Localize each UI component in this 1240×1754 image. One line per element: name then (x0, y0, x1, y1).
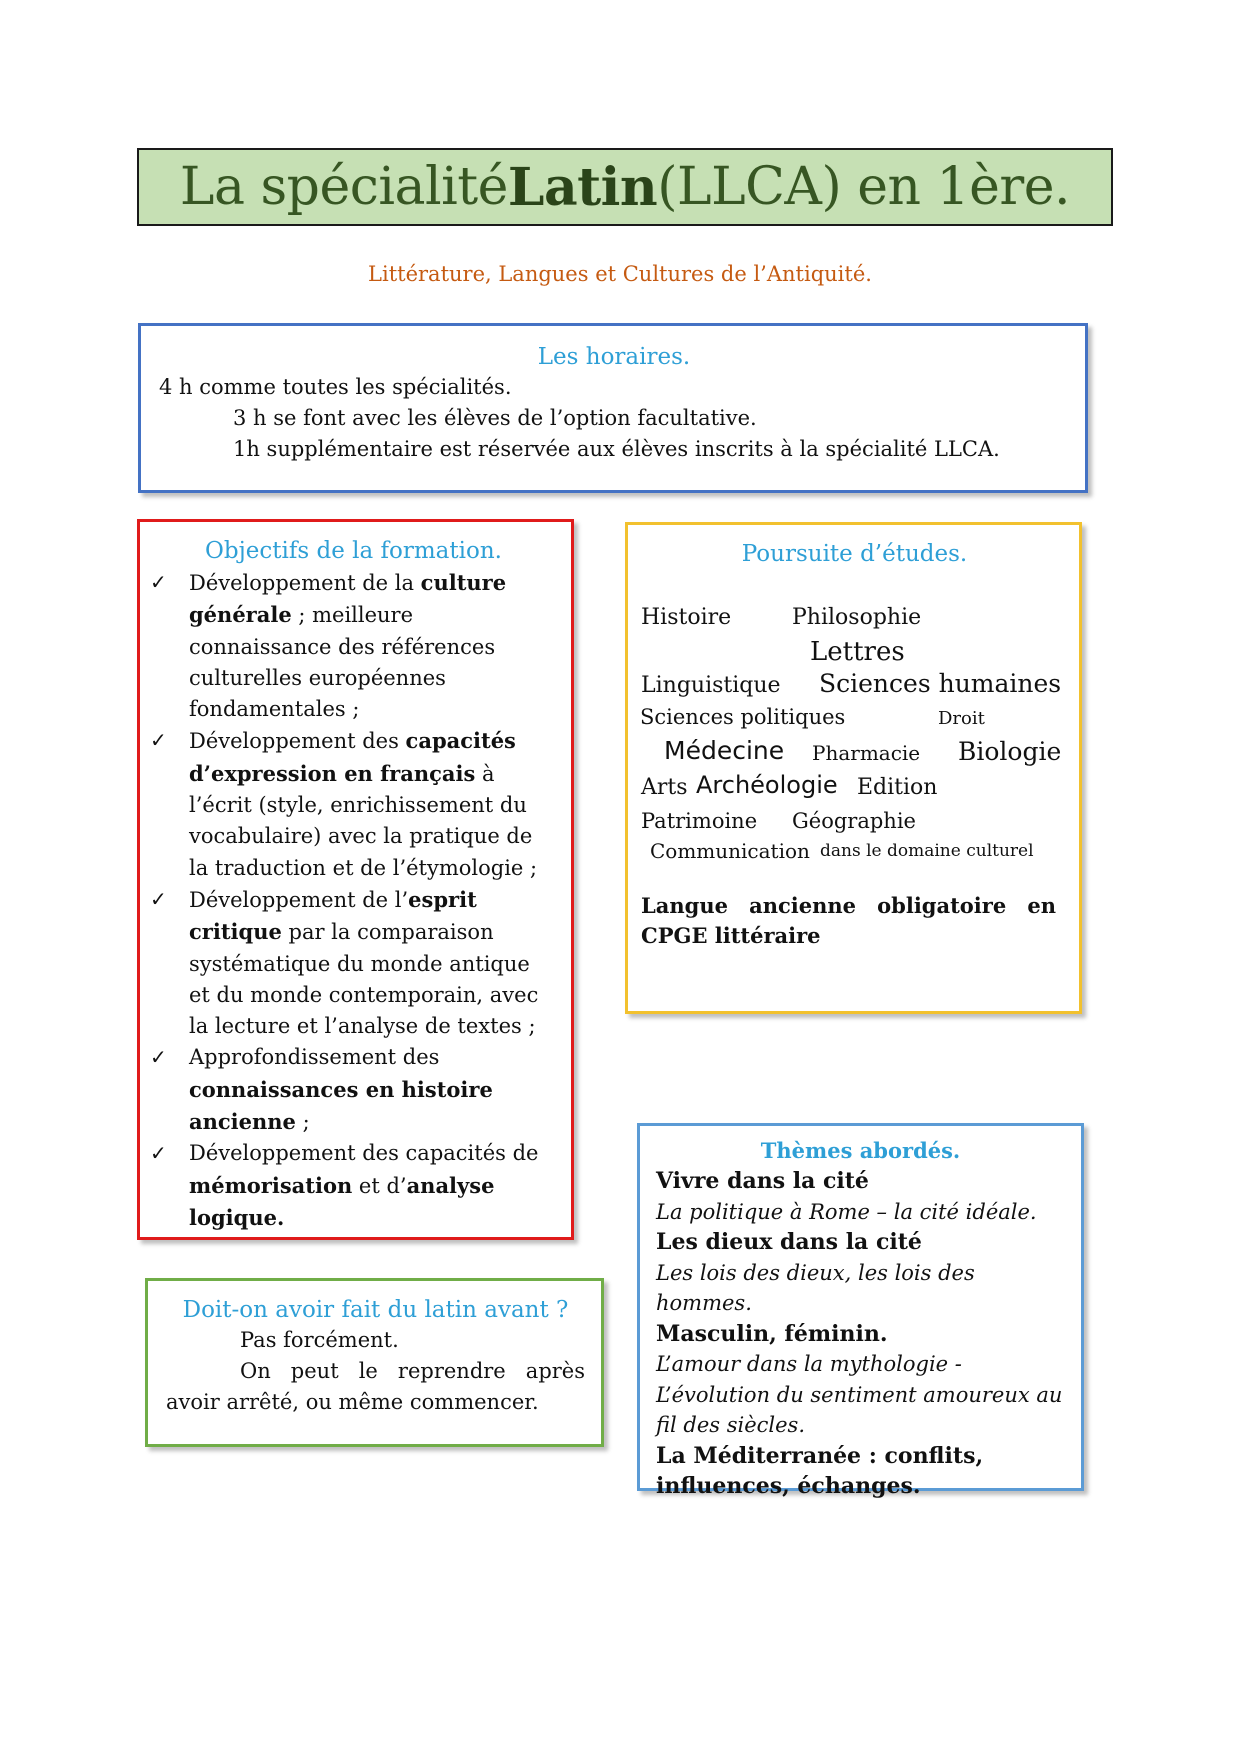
word-histoire: Histoire (641, 605, 732, 630)
objectifs-box (137, 519, 574, 1240)
theme-subtitle: L’amour dans la mythologie - L’évolution du sentiment amoureux au fil des siècles. (656, 1352, 1063, 1437)
item-text: et d’ (352, 1173, 407, 1198)
item-bold: connaissances en histoire ancienne (189, 1076, 493, 1135)
item-bold: esprit critique (189, 886, 477, 945)
poursuite-box (625, 522, 1082, 1014)
list-item (150, 725, 557, 883)
doit-line-1: Pas forcément. (240, 1328, 399, 1352)
item-text: à l’écrit (style, enrichissement du vocabulaire) avec la pratique de la traduction et de l’étymologie ; (189, 761, 538, 880)
doit-line-2: On peut le reprendre après avoir arrêté, ou même commencer. (166, 1359, 585, 1414)
checkmark-icon: ✓ (150, 886, 167, 911)
item-text: Développement des (189, 729, 406, 754)
list-item (150, 1042, 557, 1138)
poursuite-note: Langue ancienne obligatoire en CPGE littéraire (641, 893, 1056, 948)
checkmark-icon: ✓ (150, 1141, 167, 1166)
horaires-line-1: 4 h comme toutes les spécialités. (159, 375, 512, 399)
word-patrimoine: Patrimoine (641, 809, 758, 833)
checkmark-icon: ✓ (150, 728, 167, 753)
list-item (150, 567, 557, 725)
word-sciences-politiques: Sciences politiques (640, 705, 846, 729)
theme-heading: Masculin, féminin. (656, 1320, 888, 1347)
item-text: ; meilleure connaissance des références culturelles européennes fondamentales ; (189, 603, 496, 722)
page-subtitle: Littérature, Langues et Cultures de l’Antiquité. (368, 262, 872, 286)
doit-box (145, 1278, 604, 1447)
word-domaine: dans le domaine culturel (820, 841, 1034, 861)
item-bold: analyse logique. (189, 1172, 495, 1230)
horaires-line-3: 1h supplémentaire est réservée aux élèves inscrits à la spécialité LLCA. (233, 437, 1000, 461)
word-geographie: Géographie (792, 809, 916, 833)
theme-subtitle: La politique à Rome – la cité idéale. (656, 1199, 1037, 1224)
word-communication: Communication (650, 839, 810, 863)
word-philosophie: Philosophie (792, 605, 922, 630)
theme-heading: Les dieux dans la cité (656, 1229, 922, 1255)
item-bold: capacités d’expression en français (189, 728, 516, 786)
horaires-line-2: 3 h se font avec les élèves de l’option facultative. (233, 406, 757, 430)
item-text: par la comparaison systématique du monde antique et du monde contemporain, avec la lecture et l’analyse de textes ; (189, 920, 539, 1039)
themes-title: Thèmes abordés. (760, 1138, 961, 1163)
item-text: Développement des capacités de (189, 1141, 539, 1166)
objectifs-title: Objectifs de la formation. (205, 538, 502, 564)
horaires-title: Les horaires. (537, 344, 691, 370)
objectifs-list (150, 567, 557, 1234)
word-biologie: Biologie (958, 737, 1062, 766)
word-lettres: Lettres (810, 637, 905, 667)
word-arts: Arts (641, 775, 688, 800)
word-sciences-humaines: Sciences humaines (819, 669, 1062, 698)
list-item (150, 884, 557, 1042)
word-droit: Droit (938, 708, 985, 729)
poursuite-title: Poursuite d’études. (741, 541, 968, 567)
item-text: Développement de l’ (189, 887, 409, 912)
title-part2: (LLCA) en 1ère. (657, 157, 1071, 217)
title-part1: La spécialité (179, 157, 508, 217)
word-pharmacie: Pharmacie (812, 741, 921, 765)
list-item (150, 1138, 557, 1234)
theme-heading: La Méditerranée : conflits, influences, échanges. (656, 1442, 984, 1499)
theme-subtitle: Les lois des dieux, les lois des hommes. (656, 1260, 975, 1315)
doit-title: Doit-on avoir fait du latin avant ? (182, 1297, 569, 1323)
horaires-box (138, 323, 1088, 493)
word-edition: Edition (857, 775, 938, 800)
theme-heading: Vivre dans la cité (656, 1168, 869, 1194)
item-text: ; (295, 1110, 310, 1135)
checkmark-icon: ✓ (150, 1045, 167, 1070)
word-linguistique: Linguistique (641, 673, 781, 698)
word-archeologie: Archéologie (696, 771, 838, 799)
title-bold: Latin (507, 156, 658, 218)
item-bold: culture générale (189, 570, 507, 628)
item-bold: mémorisation (189, 1172, 353, 1198)
word-medecine: Médecine (664, 736, 785, 765)
item-text: Approfondissement des (189, 1045, 440, 1070)
item-text: Développement de la (189, 571, 421, 595)
checkmark-icon: ✓ (150, 570, 167, 594)
page-title (137, 148, 1113, 226)
themes-box (637, 1123, 1084, 1499)
